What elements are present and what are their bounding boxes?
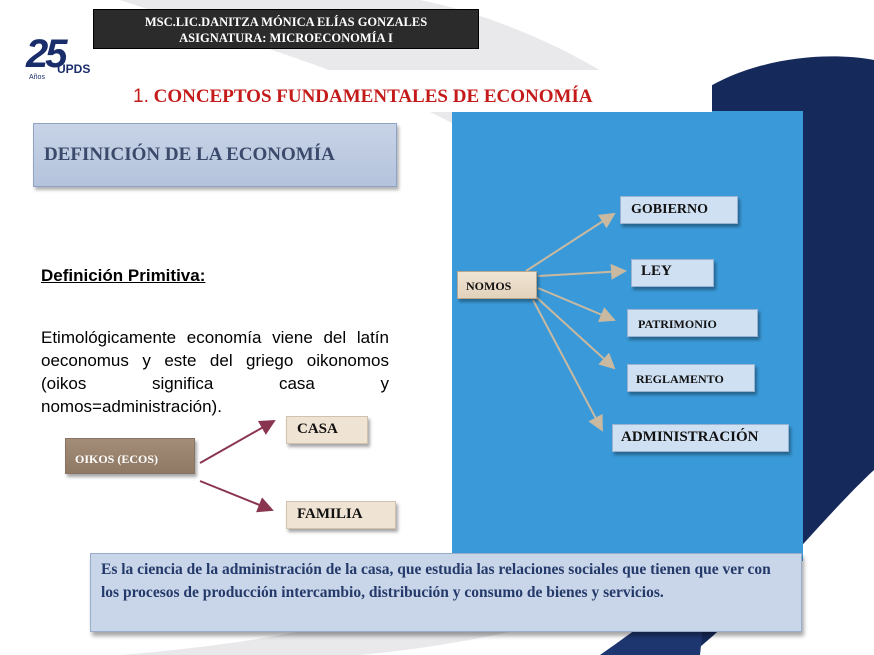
reglamento-box: REGLAMENTO xyxy=(627,364,755,392)
patrimonio-box: PATRIMONIO xyxy=(627,309,758,337)
author-header xyxy=(93,9,479,49)
administracion-box: ADMINISTRACIÓN xyxy=(612,424,789,452)
casa-box: CASA xyxy=(286,416,368,444)
definition-box xyxy=(33,123,397,187)
oikos-box: OIKOS (ECOS) xyxy=(65,438,195,474)
definition-heading: DEFINICIÓN DE LA ECONOMÍA xyxy=(44,144,335,165)
logo-years: Años xyxy=(29,74,45,81)
page-title xyxy=(133,86,593,108)
familia-box: FAMILIA xyxy=(286,501,396,529)
title-text: CONCEPTOS FUNDAMENTALES DE ECONOMÍA xyxy=(153,86,593,107)
etymology-paragraph: Etimológicamente economía viene del latín oeconomus y este del griego oikonomos (oikos significa casa y nomos=administración). xyxy=(41,328,389,416)
ley-box: LEY xyxy=(631,259,714,287)
logo-number: 25 xyxy=(26,32,65,76)
summary-box: Es la ciencia de la administración de la casa, que estudia las relaciones sociales que tienen que ver con los procesos de producción intercambio, distribución y consumo de bienes y servicios. xyxy=(90,553,802,632)
author-name: MSC.LIC.DANITZA MÓNICA ELÍAS GONZALES xyxy=(144,15,428,29)
gobierno-box: GOBIERNO xyxy=(620,196,738,224)
nomos-box: NOMOS xyxy=(457,271,537,299)
course-name: ASIGNATURA: MICROECONOMÍA I xyxy=(179,31,393,45)
subheading: Definición Primitiva: xyxy=(41,266,206,285)
logo-brand: UPDS xyxy=(57,62,91,76)
title-number: 1. xyxy=(133,86,149,107)
university-logo xyxy=(26,32,96,88)
